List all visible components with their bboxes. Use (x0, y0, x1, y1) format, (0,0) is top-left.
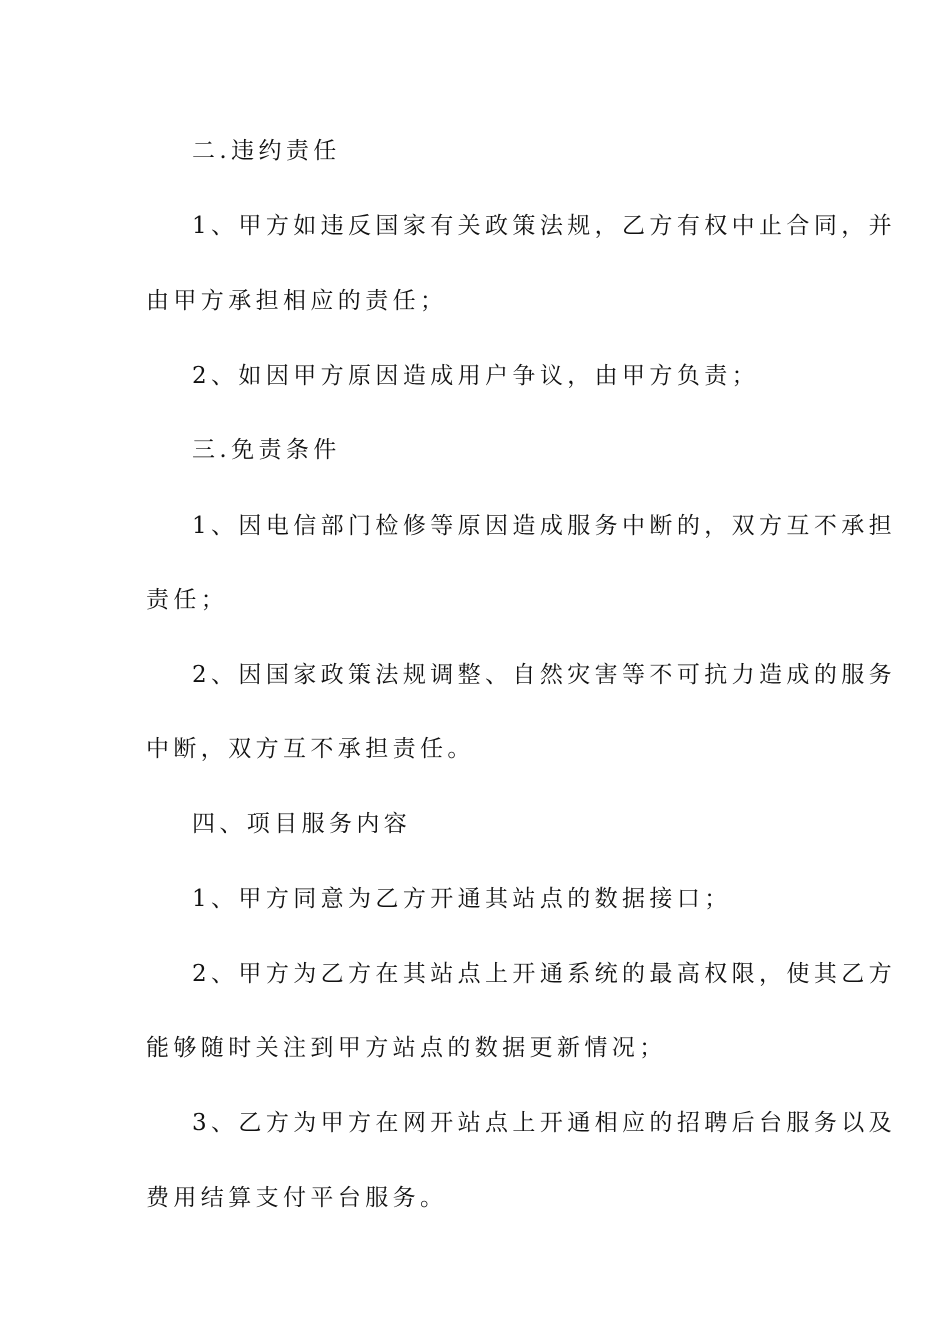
paragraph-line: 中断，双方互不承担责任。 (146, 736, 475, 762)
paragraph-line: 费用结算支付平台服务。 (146, 1185, 448, 1211)
paragraph-line: 2、甲方为乙方在其站点上开通系统的最高权限，使其乙方 (192, 961, 897, 987)
section-heading-service-content: 四、项目服务内容 (192, 811, 412, 837)
paragraph-line: 1、因电信部门检修等原因造成服务中断的，双方互不承担 (192, 513, 897, 539)
section-heading-breach-liability: 二.违约责任 (192, 138, 341, 164)
paragraph-line: 3、乙方为甲方在网开站点上开通相应的招聘后台服务以及 (192, 1110, 897, 1136)
paragraph-line: 责任； (146, 587, 229, 613)
paragraph-line: 1、甲方同意为乙方开通其站点的数据接口； (192, 886, 732, 912)
paragraph-line: 2、因国家政策法规调整、自然灾害等不可抗力造成的服务 (192, 662, 897, 688)
paragraph-line: 1、甲方如违反国家有关政策法规，乙方有权中止合同，并 (192, 213, 897, 239)
paragraph-line: 能够随时关注到甲方站点的数据更新情况； (146, 1035, 667, 1061)
paragraph-line: 由甲方承担相应的责任； (146, 288, 448, 314)
paragraph-line: 2、如因甲方原因造成用户争议，由甲方负责； (192, 363, 760, 389)
section-heading-exemption: 三.免责条件 (192, 437, 341, 463)
